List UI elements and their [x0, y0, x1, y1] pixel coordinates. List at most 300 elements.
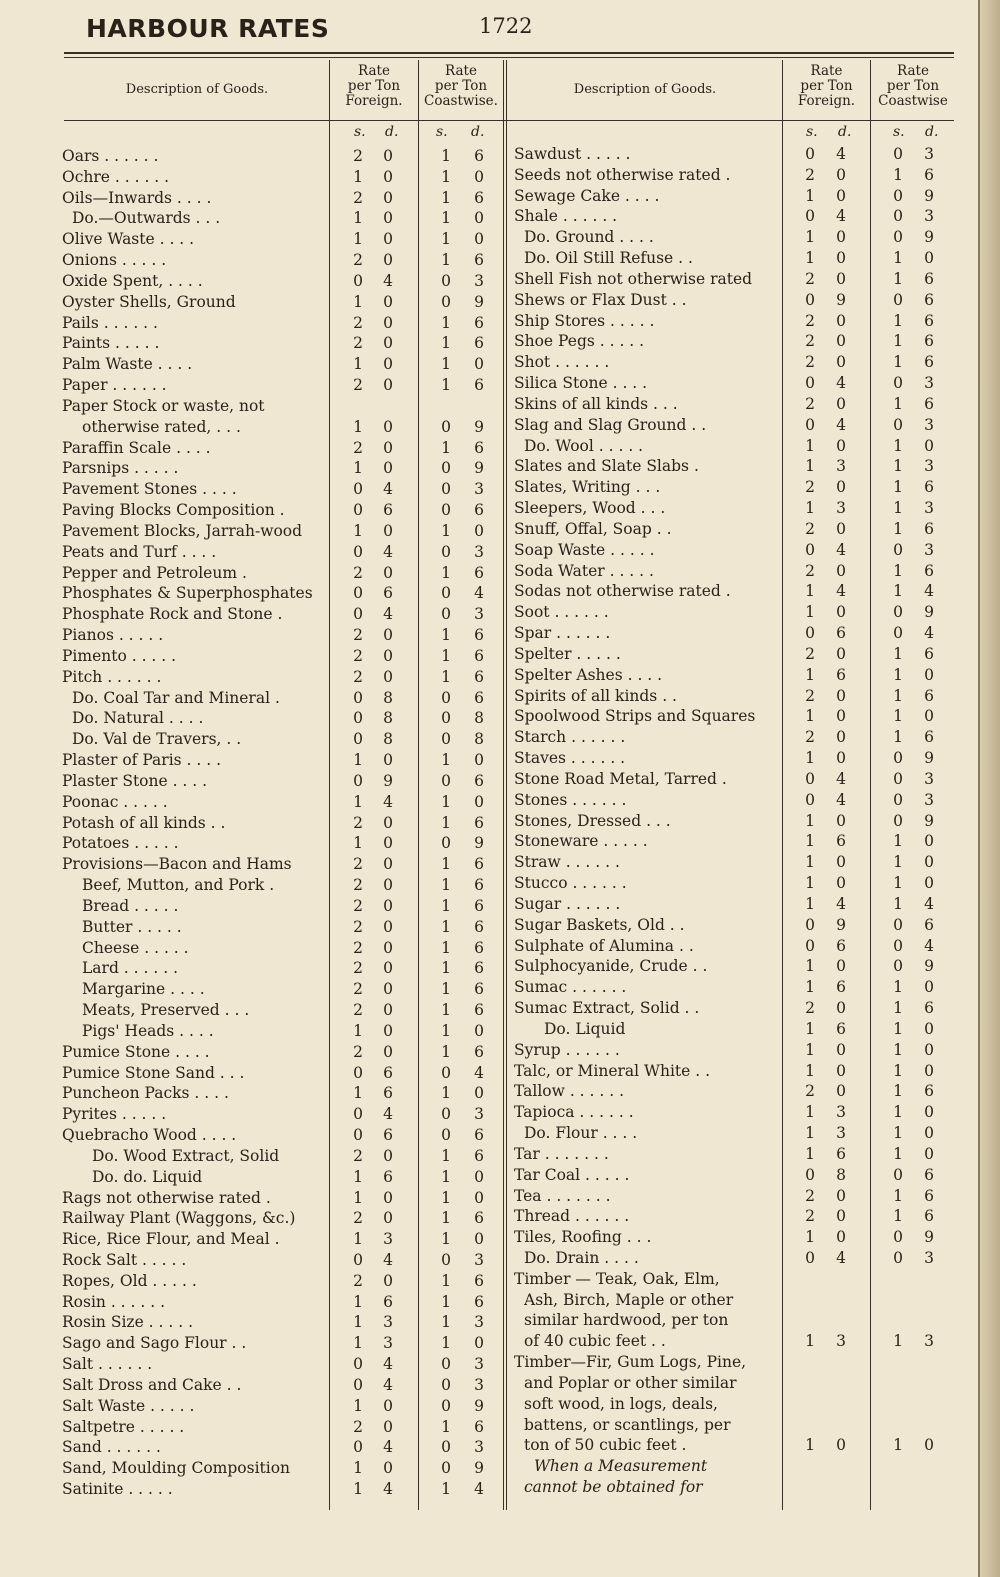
goods-description: Salt . . . . . . — [62, 1355, 153, 1374]
rate-shillings: 0 — [353, 1126, 363, 1144]
table-row — [62, 938, 502, 959]
rate-pence: 6 — [383, 584, 393, 603]
rate-pence: 3 — [474, 1355, 484, 1374]
goods-description: ton of 50 cubic feet . — [524, 1436, 687, 1455]
rate-shillings: 1 — [441, 251, 451, 270]
goods-description: Spirits of all kinds . . — [514, 686, 677, 705]
rate-pence: 6 — [474, 980, 484, 999]
goods-description: Stone Road Metal, Tarred . — [514, 769, 727, 788]
rate-shillings: 0 — [805, 415, 815, 434]
goods-description: Do. Wool . . . . . — [524, 436, 644, 455]
rate-shillings: 0 — [805, 540, 815, 559]
rate-pence: 0 — [836, 874, 846, 893]
rate-shillings: 2 — [353, 313, 363, 332]
table-row — [62, 1042, 502, 1063]
unit-shillings: s. — [893, 124, 905, 140]
rate-shillings: 1 — [441, 376, 451, 395]
rate-shillings: 0 — [893, 415, 903, 434]
table-row — [62, 292, 502, 313]
rate-pence: 0 — [383, 876, 393, 895]
table-row — [514, 186, 974, 207]
goods-description: Slates and Slate Slabs . — [514, 457, 699, 476]
rate-pence: 4 — [836, 769, 846, 788]
goods-description: Tallow . . . . . . — [514, 1082, 625, 1101]
rate-shillings: 1 — [805, 457, 815, 476]
goods-description: Do. Ground . . . . — [524, 228, 654, 247]
table-row — [62, 750, 502, 771]
table-row — [514, 561, 974, 582]
rate-shillings: 2 — [805, 311, 815, 330]
goods-description: Shoe Pegs . . . . . — [514, 332, 645, 351]
rate-pence: 4 — [836, 582, 846, 601]
rate-shillings: 1 — [441, 1417, 451, 1436]
rate-shillings: 0 — [441, 1375, 451, 1394]
rate-shillings: 1 — [353, 1167, 363, 1186]
goods-description: Pigs' Heads . . . . — [82, 1021, 214, 1040]
rate-shillings: 1 — [893, 353, 903, 372]
rate-pence: 4 — [836, 894, 846, 913]
rate-shillings: 0 — [441, 271, 451, 290]
rate-shillings: 1 — [893, 686, 903, 705]
rate-shillings: 0 — [893, 1165, 903, 1184]
goods-description: Oxide Spent, . . . . — [62, 271, 203, 290]
rate-shillings: 1 — [353, 209, 363, 228]
rate-pence: 3 — [383, 1334, 393, 1353]
rate-pence: 0 — [383, 251, 393, 270]
rate-pence: 0 — [836, 519, 846, 538]
table-row — [62, 396, 502, 417]
rate-pence: 3 — [383, 1313, 393, 1332]
rate-pence: 6 — [474, 896, 484, 915]
rate-shillings: 2 — [353, 813, 363, 832]
rate-pence: 4 — [383, 1250, 393, 1269]
rate-pence: 6 — [474, 188, 484, 207]
rate-shillings: 0 — [441, 1396, 451, 1415]
table-row — [62, 1437, 502, 1458]
goods-description: and Poplar or other similar — [524, 1373, 737, 1392]
rate-shillings: 0 — [441, 1459, 451, 1478]
goods-description: similar hardwood, per ton — [524, 1311, 729, 1330]
rate-pence: 0 — [383, 646, 393, 665]
rate-pence: 6 — [383, 1292, 393, 1311]
rate-pence: 8 — [383, 730, 393, 749]
rate-shillings: 1 — [893, 519, 903, 538]
rate-shillings: 2 — [805, 269, 815, 288]
rate-pence: 0 — [383, 417, 393, 436]
rate-shillings: 0 — [353, 584, 363, 603]
rate-pence: 0 — [383, 959, 393, 978]
rate-pence: 6 — [474, 917, 484, 936]
rate-shillings: 1 — [441, 209, 451, 228]
rate-pence: 0 — [383, 521, 393, 540]
rate-shillings: 1 — [441, 147, 451, 165]
rate-shillings: 0 — [805, 207, 815, 226]
rate-pence: 4 — [924, 582, 934, 601]
table-row — [514, 436, 974, 457]
rate-pence: 0 — [383, 813, 393, 832]
rate-shillings: 1 — [893, 1124, 903, 1142]
rate-pence: 4 — [383, 792, 393, 811]
rate-shillings: 1 — [441, 438, 451, 457]
rate-shillings: 2 — [805, 165, 815, 184]
rate-pence: 4 — [383, 1105, 393, 1124]
table-row — [62, 1229, 502, 1250]
table-row — [514, 831, 974, 852]
rate-pence: 6 — [474, 626, 484, 645]
rate-shillings: 0 — [893, 790, 903, 809]
rate-pence: 0 — [924, 1103, 934, 1122]
rate-shillings: 0 — [353, 1438, 363, 1457]
rate-shillings: 0 — [441, 1126, 451, 1144]
table-row — [514, 269, 974, 290]
rate-shillings: 1 — [441, 1188, 451, 1207]
header-foreign-left: Rate per Ton Foreign. — [345, 63, 403, 109]
rate-pence: 0 — [474, 167, 484, 186]
rate-shillings: 1 — [441, 938, 451, 957]
table-row — [514, 206, 974, 227]
rate-shillings: 0 — [441, 542, 451, 561]
rate-shillings: 1 — [805, 1019, 815, 1038]
table-row — [62, 729, 502, 750]
table-row — [62, 708, 502, 729]
rate-shillings: 0 — [893, 207, 903, 226]
table-row — [62, 438, 502, 459]
rate-shillings: 1 — [805, 1228, 815, 1247]
goods-description: Tea . . . . . . . — [514, 1186, 611, 1205]
table-row — [514, 706, 974, 727]
rate-shillings: 2 — [353, 147, 363, 165]
rate-pence: 6 — [924, 165, 934, 184]
goods-description: Satinite . . . . . — [62, 1480, 173, 1499]
table-row — [62, 604, 502, 625]
rate-pence: 0 — [383, 1271, 393, 1290]
table-row — [62, 1063, 502, 1084]
rate-shillings: 2 — [353, 251, 363, 270]
rate-pence: 3 — [836, 1103, 846, 1122]
rate-pence: 4 — [383, 480, 393, 499]
table-row — [514, 748, 974, 769]
rate-shillings: 1 — [805, 874, 815, 893]
table-row — [62, 458, 502, 479]
rate-shillings: 0 — [353, 730, 363, 749]
rate-shillings: 0 — [441, 584, 451, 603]
rate-shillings: 1 — [893, 978, 903, 997]
rate-pence: 6 — [836, 665, 846, 684]
page-title: HARBOUR RATES — [86, 14, 330, 43]
rate-pence: 6 — [836, 1019, 846, 1038]
rate-pence: 0 — [383, 896, 393, 915]
goods-description: Syrup . . . . . . — [514, 1040, 620, 1059]
rate-shillings: 0 — [441, 1250, 451, 1269]
rate-pence: 0 — [383, 563, 393, 582]
goods-description: Stones, Dressed . . . — [514, 811, 671, 830]
rate-shillings: 2 — [805, 561, 815, 580]
rate-shillings: 0 — [805, 624, 815, 643]
goods-description: Do. Liquid — [544, 1019, 626, 1038]
goods-description: Do. Wood Extract, Solid — [92, 1146, 280, 1165]
table-row — [62, 792, 502, 813]
rate-pence: 3 — [924, 1332, 934, 1351]
table-row — [62, 500, 502, 521]
table-row — [514, 227, 974, 248]
goods-description: Shale . . . . . . — [514, 207, 618, 226]
rate-shillings: 1 — [893, 1436, 903, 1455]
rate-pence: 4 — [474, 1063, 484, 1082]
rate-pence: 0 — [924, 1144, 934, 1163]
rate-pence: 9 — [924, 603, 934, 622]
rate-pence: 8 — [474, 709, 484, 728]
table-row — [514, 373, 974, 394]
rate-shillings: 0 — [353, 688, 363, 707]
rate-shillings: 1 — [893, 1186, 903, 1205]
rate-shillings: 0 — [353, 709, 363, 728]
rate-shillings: 0 — [441, 709, 451, 728]
goods-description: Sugar Baskets, Old . . — [514, 915, 685, 934]
rate-pence: 6 — [383, 1084, 393, 1103]
rate-pence: 4 — [474, 584, 484, 603]
rate-shillings: 1 — [805, 1332, 815, 1351]
rate-shillings: 0 — [441, 1105, 451, 1124]
table-row — [514, 165, 974, 186]
table-row — [514, 1331, 974, 1352]
rate-pence: 4 — [474, 1480, 484, 1499]
rate-shillings: 1 — [441, 1313, 451, 1332]
rate-shillings: 1 — [805, 582, 815, 601]
table-row — [62, 188, 502, 209]
goods-description: Provisions—Bacon and Hams — [62, 855, 292, 874]
rate-pence: 8 — [474, 730, 484, 749]
rate-shillings: 1 — [805, 436, 815, 455]
goods-description: Rosin Size . . . . . — [62, 1313, 194, 1332]
rate-shillings: 2 — [805, 332, 815, 351]
rate-pence: 0 — [383, 376, 393, 395]
table-row — [514, 1456, 974, 1477]
goods-description: Peats and Turf . . . . — [62, 542, 217, 561]
rate-pence: 0 — [836, 311, 846, 330]
rate-pence: 0 — [474, 521, 484, 540]
rate-shillings: 1 — [441, 876, 451, 895]
table-row — [62, 1188, 502, 1209]
rate-pence: 3 — [474, 605, 484, 624]
header-coastwise-left: Rate per Ton Coastwise. — [424, 63, 498, 109]
goods-description: Stucco . . . . . . — [514, 874, 627, 893]
table-row — [514, 1310, 974, 1331]
rate-pence: 0 — [924, 249, 934, 268]
goods-description: Rags not otherwise rated . — [62, 1188, 271, 1207]
goods-description: Do. Val de Travers, . . — [72, 730, 242, 749]
rate-pence: 0 — [924, 978, 934, 997]
top-rule-thin — [64, 57, 954, 58]
rate-shillings: 1 — [893, 874, 903, 893]
rate-shillings: 0 — [441, 1438, 451, 1457]
goods-description: Sawdust . . . . . — [514, 145, 631, 163]
rate-pence: 3 — [474, 480, 484, 499]
rate-shillings: 0 — [441, 480, 451, 499]
rate-shillings: 0 — [893, 957, 903, 976]
goods-description: Onions . . . . . — [62, 251, 167, 270]
table-row — [514, 936, 974, 957]
rate-shillings: 1 — [805, 832, 815, 851]
rate-pence: 0 — [383, 1396, 393, 1415]
table-row — [62, 833, 502, 854]
rate-shillings: 1 — [805, 186, 815, 205]
rate-shillings: 0 — [893, 1228, 903, 1247]
rate-pence: 6 — [383, 1126, 393, 1144]
rate-shillings: 2 — [353, 667, 363, 686]
rate-shillings: 1 — [893, 1019, 903, 1038]
page-number: 1722 — [479, 14, 533, 38]
rate-pence: 0 — [474, 230, 484, 249]
rate-shillings: 0 — [893, 915, 903, 934]
rate-pence: 6 — [924, 1082, 934, 1101]
rate-shillings: 1 — [893, 1082, 903, 1101]
rate-pence: 3 — [924, 457, 934, 476]
table-row — [62, 875, 502, 896]
rate-shillings: 1 — [805, 1436, 815, 1455]
goods-description: Thread . . . . . . — [514, 1207, 630, 1226]
goods-description: Soap Waste . . . . . — [514, 540, 655, 559]
rate-shillings: 0 — [893, 540, 903, 559]
goods-description: Butter . . . . . — [82, 917, 182, 936]
rate-shillings: 0 — [353, 1375, 363, 1394]
rate-shillings: 2 — [353, 917, 363, 936]
rate-pence: 0 — [383, 751, 393, 770]
rate-pence: 6 — [836, 624, 846, 643]
unit-shillings: s. — [436, 124, 448, 140]
goods-description: Pavement Stones . . . . — [62, 480, 237, 499]
rate-pence: 9 — [474, 1459, 484, 1478]
rate-pence: 0 — [836, 269, 846, 288]
rate-shillings: 0 — [353, 1105, 363, 1124]
rate-pence: 6 — [836, 936, 846, 955]
rate-pence: 0 — [383, 938, 393, 957]
goods-description: Slag and Slag Ground . . — [514, 415, 707, 434]
rate-pence: 0 — [383, 209, 393, 228]
goods-description: Staves . . . . . . — [514, 749, 626, 768]
table-row — [514, 581, 974, 602]
rate-pence: 3 — [836, 1332, 846, 1351]
rate-pence: 0 — [474, 751, 484, 770]
goods-description: Tiles, Roofing . . . — [514, 1228, 652, 1247]
rate-shillings: 2 — [353, 1146, 363, 1165]
rate-shillings: 1 — [441, 855, 451, 874]
rate-pence: 9 — [924, 749, 934, 768]
rate-shillings: 0 — [893, 936, 903, 955]
rate-shillings: 2 — [353, 896, 363, 915]
rate-shillings: 0 — [353, 1250, 363, 1269]
rate-pence: 6 — [924, 332, 934, 351]
goods-description: Cheese . . . . . — [82, 938, 189, 957]
rate-pence: 0 — [383, 355, 393, 374]
rate-shillings: 1 — [353, 167, 363, 186]
rate-shillings: 0 — [805, 769, 815, 788]
goods-description: Sewage Cake . . . . — [514, 186, 660, 205]
goods-description: Ochre . . . . . . — [62, 167, 170, 186]
rate-shillings: 0 — [353, 480, 363, 499]
table-row — [514, 1081, 974, 1102]
goods-description: Plaster Stone . . . . — [62, 771, 208, 790]
rate-shillings: 1 — [441, 1480, 451, 1499]
rate-shillings: 1 — [893, 249, 903, 268]
rate-shillings: 0 — [893, 145, 903, 163]
rate-shillings: 0 — [893, 290, 903, 309]
rate-pence: 4 — [383, 271, 393, 290]
rate-pence: 0 — [383, 917, 393, 936]
rate-shillings: 0 — [893, 749, 903, 768]
table-row — [62, 208, 502, 229]
rate-shillings: 0 — [353, 542, 363, 561]
table-row — [62, 667, 502, 688]
table-row — [62, 688, 502, 709]
rate-pence: 3 — [924, 540, 934, 559]
goods-description: Saltpetre . . . . . — [62, 1417, 185, 1436]
goods-description: Sulphate of Alumina . . — [514, 936, 694, 955]
rate-shillings: 1 — [893, 644, 903, 663]
rate-pence: 6 — [924, 1207, 934, 1226]
top-rule — [64, 52, 954, 54]
goods-description: Rock Salt . . . . . — [62, 1250, 187, 1269]
rate-shillings: 1 — [441, 1292, 451, 1311]
table-row — [62, 1479, 502, 1500]
rate-shillings: 2 — [805, 686, 815, 705]
rate-shillings: 0 — [893, 186, 903, 205]
rate-shillings: 1 — [893, 853, 903, 872]
rate-shillings: 2 — [805, 394, 815, 413]
rate-shillings: 1 — [805, 749, 815, 768]
rate-pence: 4 — [836, 415, 846, 434]
rate-shillings: 1 — [353, 1084, 363, 1103]
rate-pence: 9 — [474, 292, 484, 311]
rate-pence: 6 — [474, 938, 484, 957]
rate-shillings: 1 — [441, 1271, 451, 1290]
goods-description: Pepper and Petroleum . — [62, 563, 247, 582]
goods-description: Pianos . . . . . — [62, 626, 164, 645]
rate-pence: 9 — [924, 957, 934, 976]
table-row — [62, 583, 502, 604]
table-row — [62, 854, 502, 875]
rate-shillings: 1 — [353, 417, 363, 436]
rate-pence: 0 — [924, 1061, 934, 1080]
rate-shillings: 1 — [893, 332, 903, 351]
goods-description: Stones . . . . . . — [514, 790, 627, 809]
rate-pence: 0 — [836, 436, 846, 455]
table-row — [62, 1000, 502, 1021]
table-row — [514, 498, 974, 519]
table-row — [514, 540, 974, 561]
goods-description: Salt Dross and Cake . . — [62, 1375, 242, 1394]
rate-shillings: 0 — [805, 790, 815, 809]
goods-description: Do. Flour . . . . — [524, 1124, 638, 1142]
rate-pence: 0 — [383, 834, 393, 853]
goods-description: Sumac . . . . . . — [514, 978, 627, 997]
goods-description: cannot be obtained for — [524, 1478, 703, 1497]
rate-pence: 0 — [836, 249, 846, 268]
table-row — [514, 915, 974, 936]
rate-pence: 9 — [474, 459, 484, 478]
rate-pence: 6 — [836, 832, 846, 851]
rate-pence: 0 — [924, 874, 934, 893]
rate-shillings: 1 — [353, 1313, 363, 1332]
table-row — [62, 1333, 502, 1354]
table-row — [514, 1144, 974, 1165]
table-row — [62, 250, 502, 271]
rate-pence: 6 — [474, 334, 484, 353]
rate-pence: 6 — [474, 438, 484, 457]
rate-pence: 3 — [836, 457, 846, 476]
rate-shillings: 2 — [353, 938, 363, 957]
rate-shillings: 1 — [893, 165, 903, 184]
rate-pence: 9 — [474, 1396, 484, 1415]
